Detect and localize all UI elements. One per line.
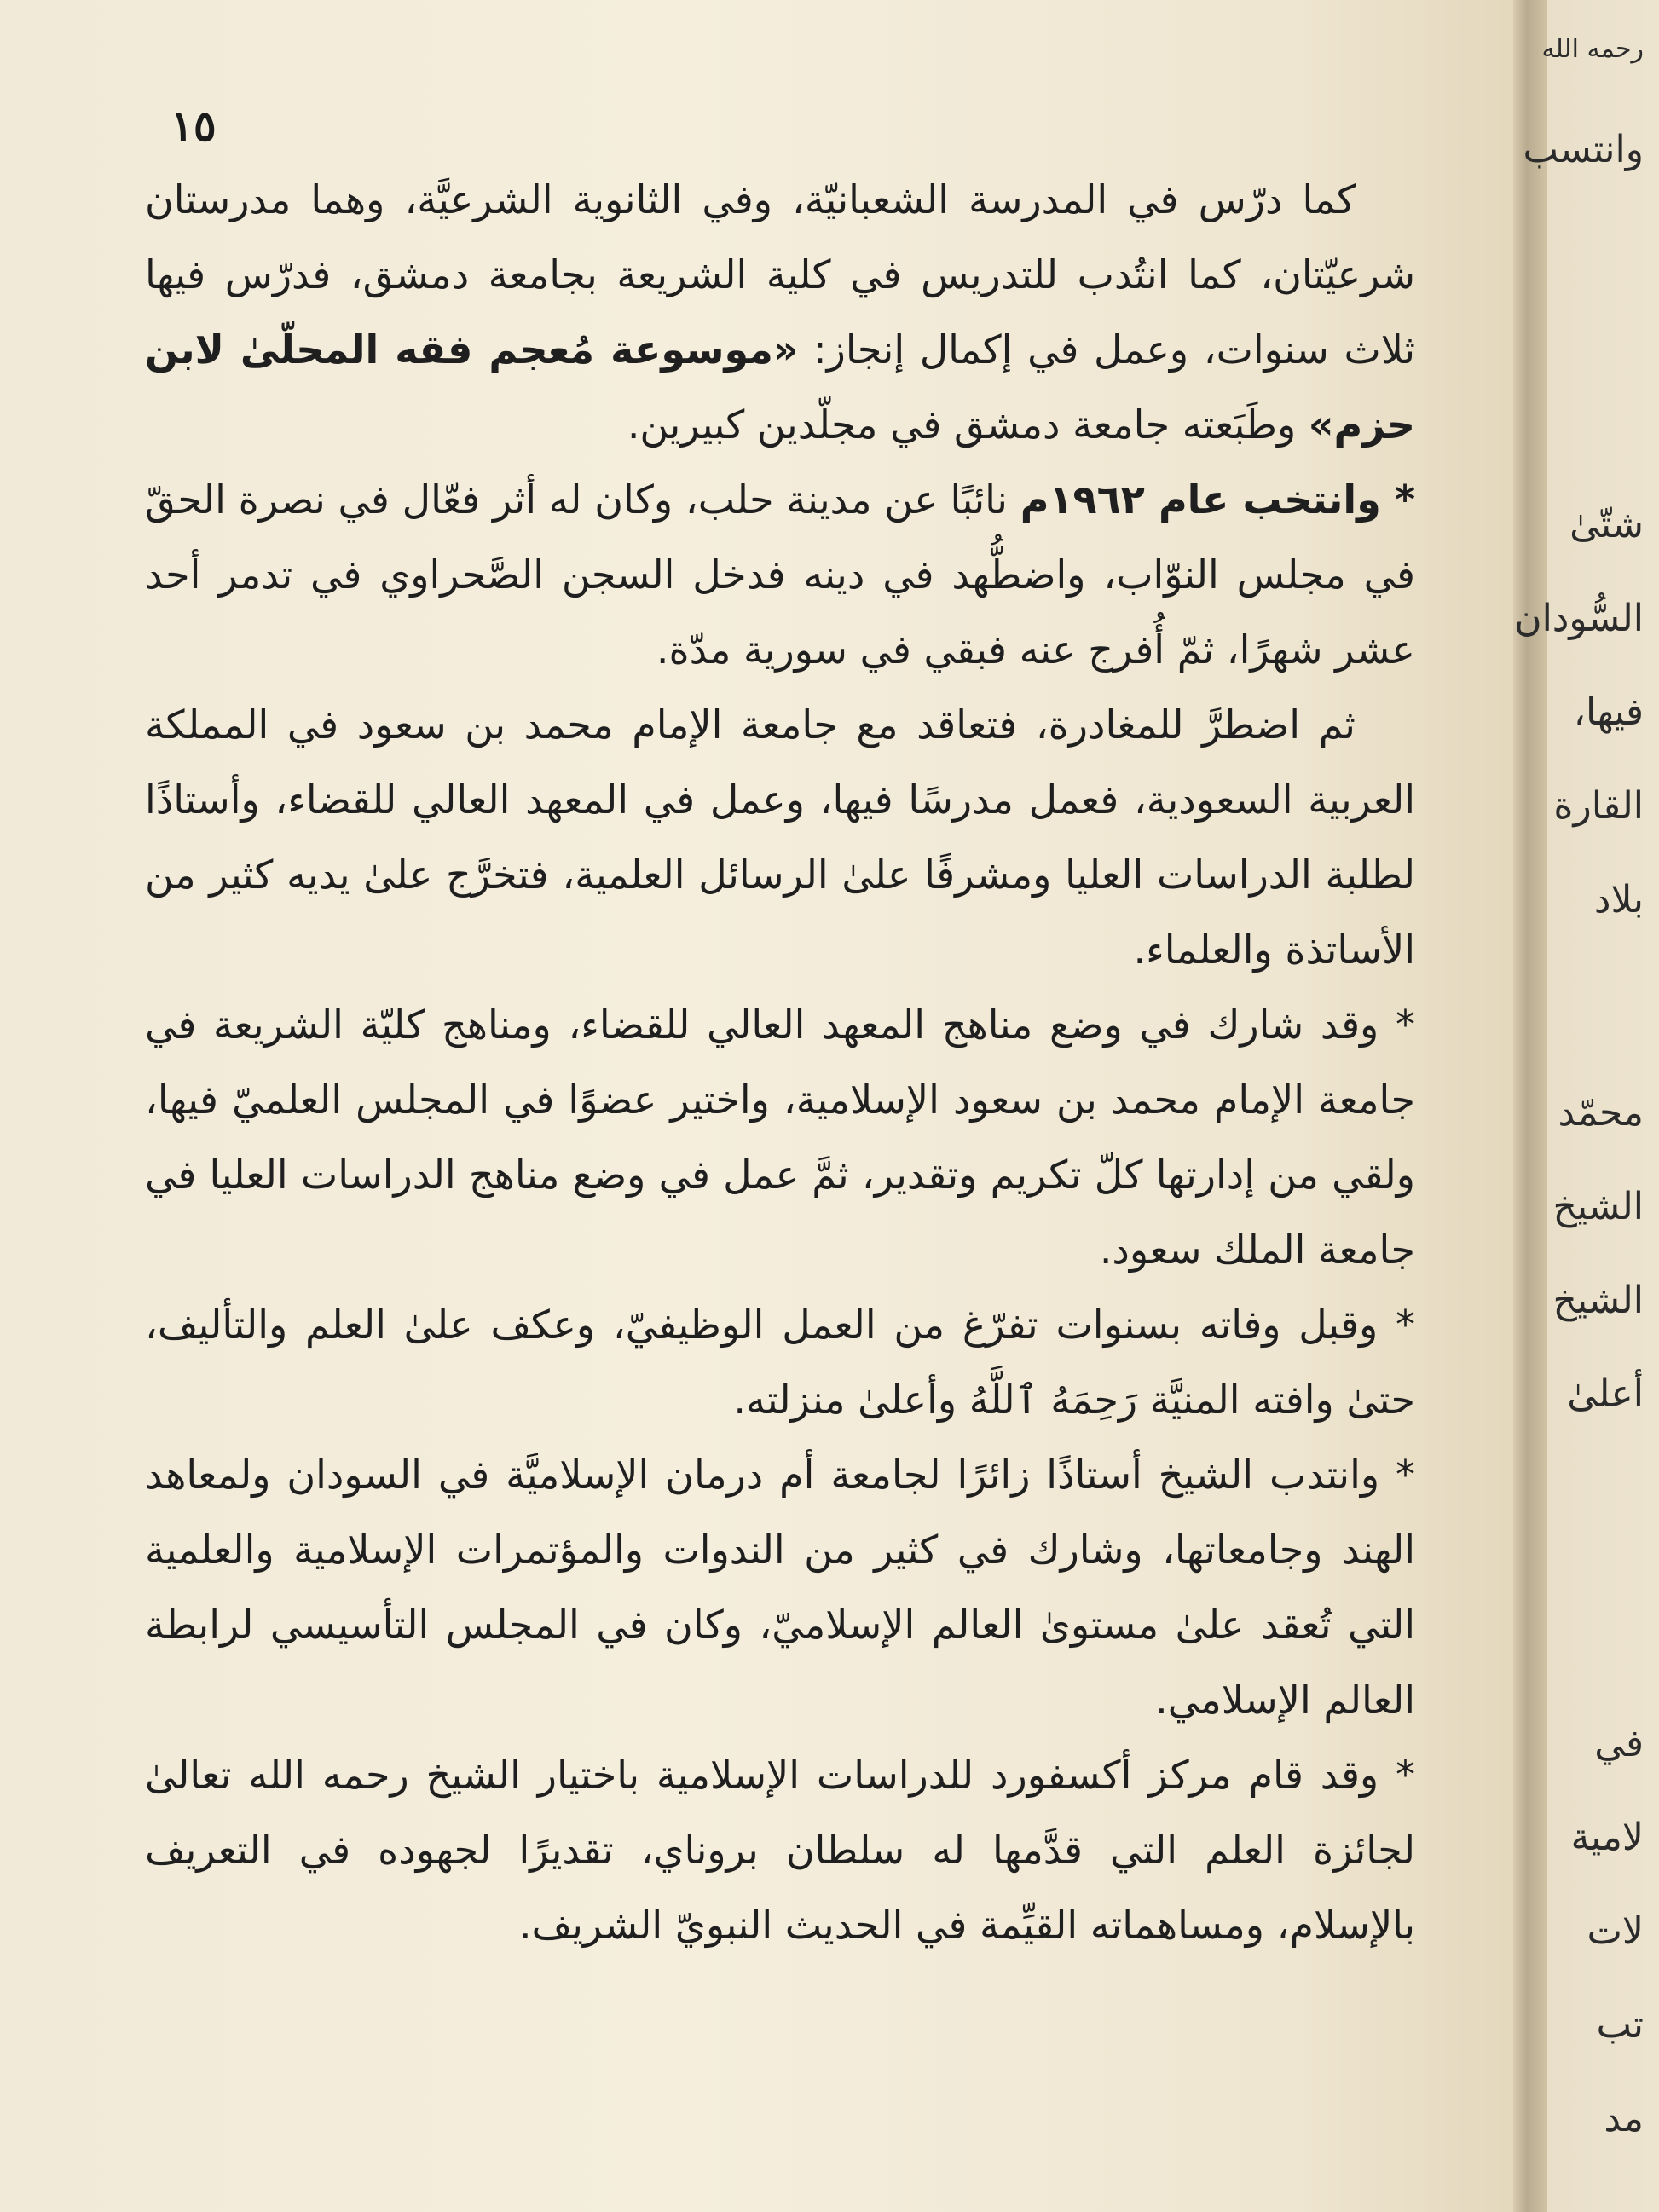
facing-fragment: لامية <box>1570 1816 1644 1859</box>
facing-fragment: محمّد <box>1558 1091 1644 1135</box>
paragraph <box>145 1287 1415 1437</box>
paragraph-text: وطَبَعته جامعة دمشق في مجلّدين كبيرين. <box>627 401 1297 448</box>
facing-fragment: مد <box>1604 2097 1644 2140</box>
paragraph-lead: * وانتخب عام ١٩٦٢م <box>1020 476 1415 523</box>
facing-fragment: لات <box>1587 1909 1644 1953</box>
facing-fragment: في <box>1594 1722 1644 1765</box>
facing-fragment: الشيخ <box>1552 1185 1644 1228</box>
facing-fragment: فيها، <box>1573 690 1644 734</box>
facing-fragment: أعلىٰ <box>1567 1372 1644 1416</box>
facing-fragment: القارة <box>1553 784 1644 828</box>
facing-page <box>1514 0 1659 2212</box>
facing-fragment: السُّودان <box>1514 597 1644 640</box>
paragraph-text: فدرّس فيها ثلاث سنوات، وعمل في إكمال إنجاز: <box>145 251 1416 373</box>
paragraph <box>145 1737 1415 1962</box>
paragraph-text: * وقد قام مركز أكسفورد للدراسات الإسلامية باختيار الشيخ رحمه الله تعالىٰ لجائزة العلم التي قدَّمها له سلطان بروناي، تقديرًا لجهوده في التعريف بالإسلام، ومساهماته القيِّمة في الحديث النبويّ الشريف. <box>145 1752 1415 1948</box>
paragraph <box>145 687 1415 987</box>
paragraph <box>145 1437 1415 1737</box>
paragraph <box>145 162 1415 462</box>
paragraph-text: * وقبل وفاته بسنوات تفرّغ من العمل الوظيفيّ، وعكف علىٰ العلم والتأليف، حتىٰ وافته المنيَّة رَحِمَهُ ٱللَّهُ وأعلىٰ منزلته. <box>145 1302 1415 1423</box>
paragraph <box>145 462 1415 687</box>
facing-fragment: الشيخ <box>1552 1279 1644 1322</box>
book-gutter <box>1513 0 1547 2212</box>
facing-fragment: شتّىٰ <box>1569 503 1644 546</box>
paragraph-text: مدرستان شرعيّتان، كما انتُدب للتدريس في كلية الشريعة بجامعة دمشق، <box>145 176 1416 297</box>
page-number: ١٥ <box>171 101 217 151</box>
body-text <box>145 162 1415 1962</box>
facing-fragment: وانتسب <box>1523 128 1644 171</box>
facing-fragment: تب <box>1596 2003 1644 2047</box>
facing-fragment: رحمه الله <box>1541 34 1644 64</box>
paragraph-text: * وانتدب الشيخ أستاذًا زائرًا لجامعة أم درمان الإسلاميَّة في السودان ولمعاهد الهند وجامعاتها، وشارك في كثير من الندوات والمؤتمرات الإسلامية والعلمية التي تُعقد علىٰ مستوىٰ العالم الإسلاميّ، وكان في المجلس التأسيسي لرابطة العالم الإسلامي. <box>145 1452 1415 1723</box>
paragraph-text: ثم اضطرَّ للمغادرة، فتعاقد مع جامعة الإمام محمد بن سعود في المملكة العربية السعودية، فعمل مدرسًا فيها، وعمل في المعهد العالي للقضاء، وأستاذًا لطلبة الدراسات العليا ومشرفًا علىٰ الرسائل العلمية، فتخرَّج علىٰ يديه كثير من الأساتذة والعلماء. <box>145 702 1415 973</box>
facing-fragment: بلاد <box>1593 878 1644 921</box>
paragraph-text: نائبًا عن مدينة حلب، وكان له أثر فعّال في نصرة الحقّ في مجلس النوّاب، واضطُّهد في دينه فدخل السجن الصَّحراوي في تدمر أحد عشر شهرًا، ثمّ أُفرج عنه فبقي في سورية مدّة. <box>145 476 1415 673</box>
paragraph-text: * وقد شارك في وضع مناهج المعهد العالي للقضاء، ومناهج كليّة الشريعة في جامعة الإمام محمد بن سعود الإسلامية، واختير عضوًا في المجلس العلميّ فيها، ولقي من إدارتها كلّ تكريم وتقدير، ثمَّ عمل في وضع مناهج الدراسات العليا في جامعة الملك سعود. <box>145 1002 1415 1273</box>
book-title: «موسوعة مُعجم فقه المحلّىٰ لابن حزم» <box>145 326 1415 448</box>
paragraph <box>145 987 1415 1287</box>
paragraph-text: كما درّس في المدرسة الشعبانيّة، وفي الثانوية الشرعيَّة، وهما <box>310 176 1356 222</box>
